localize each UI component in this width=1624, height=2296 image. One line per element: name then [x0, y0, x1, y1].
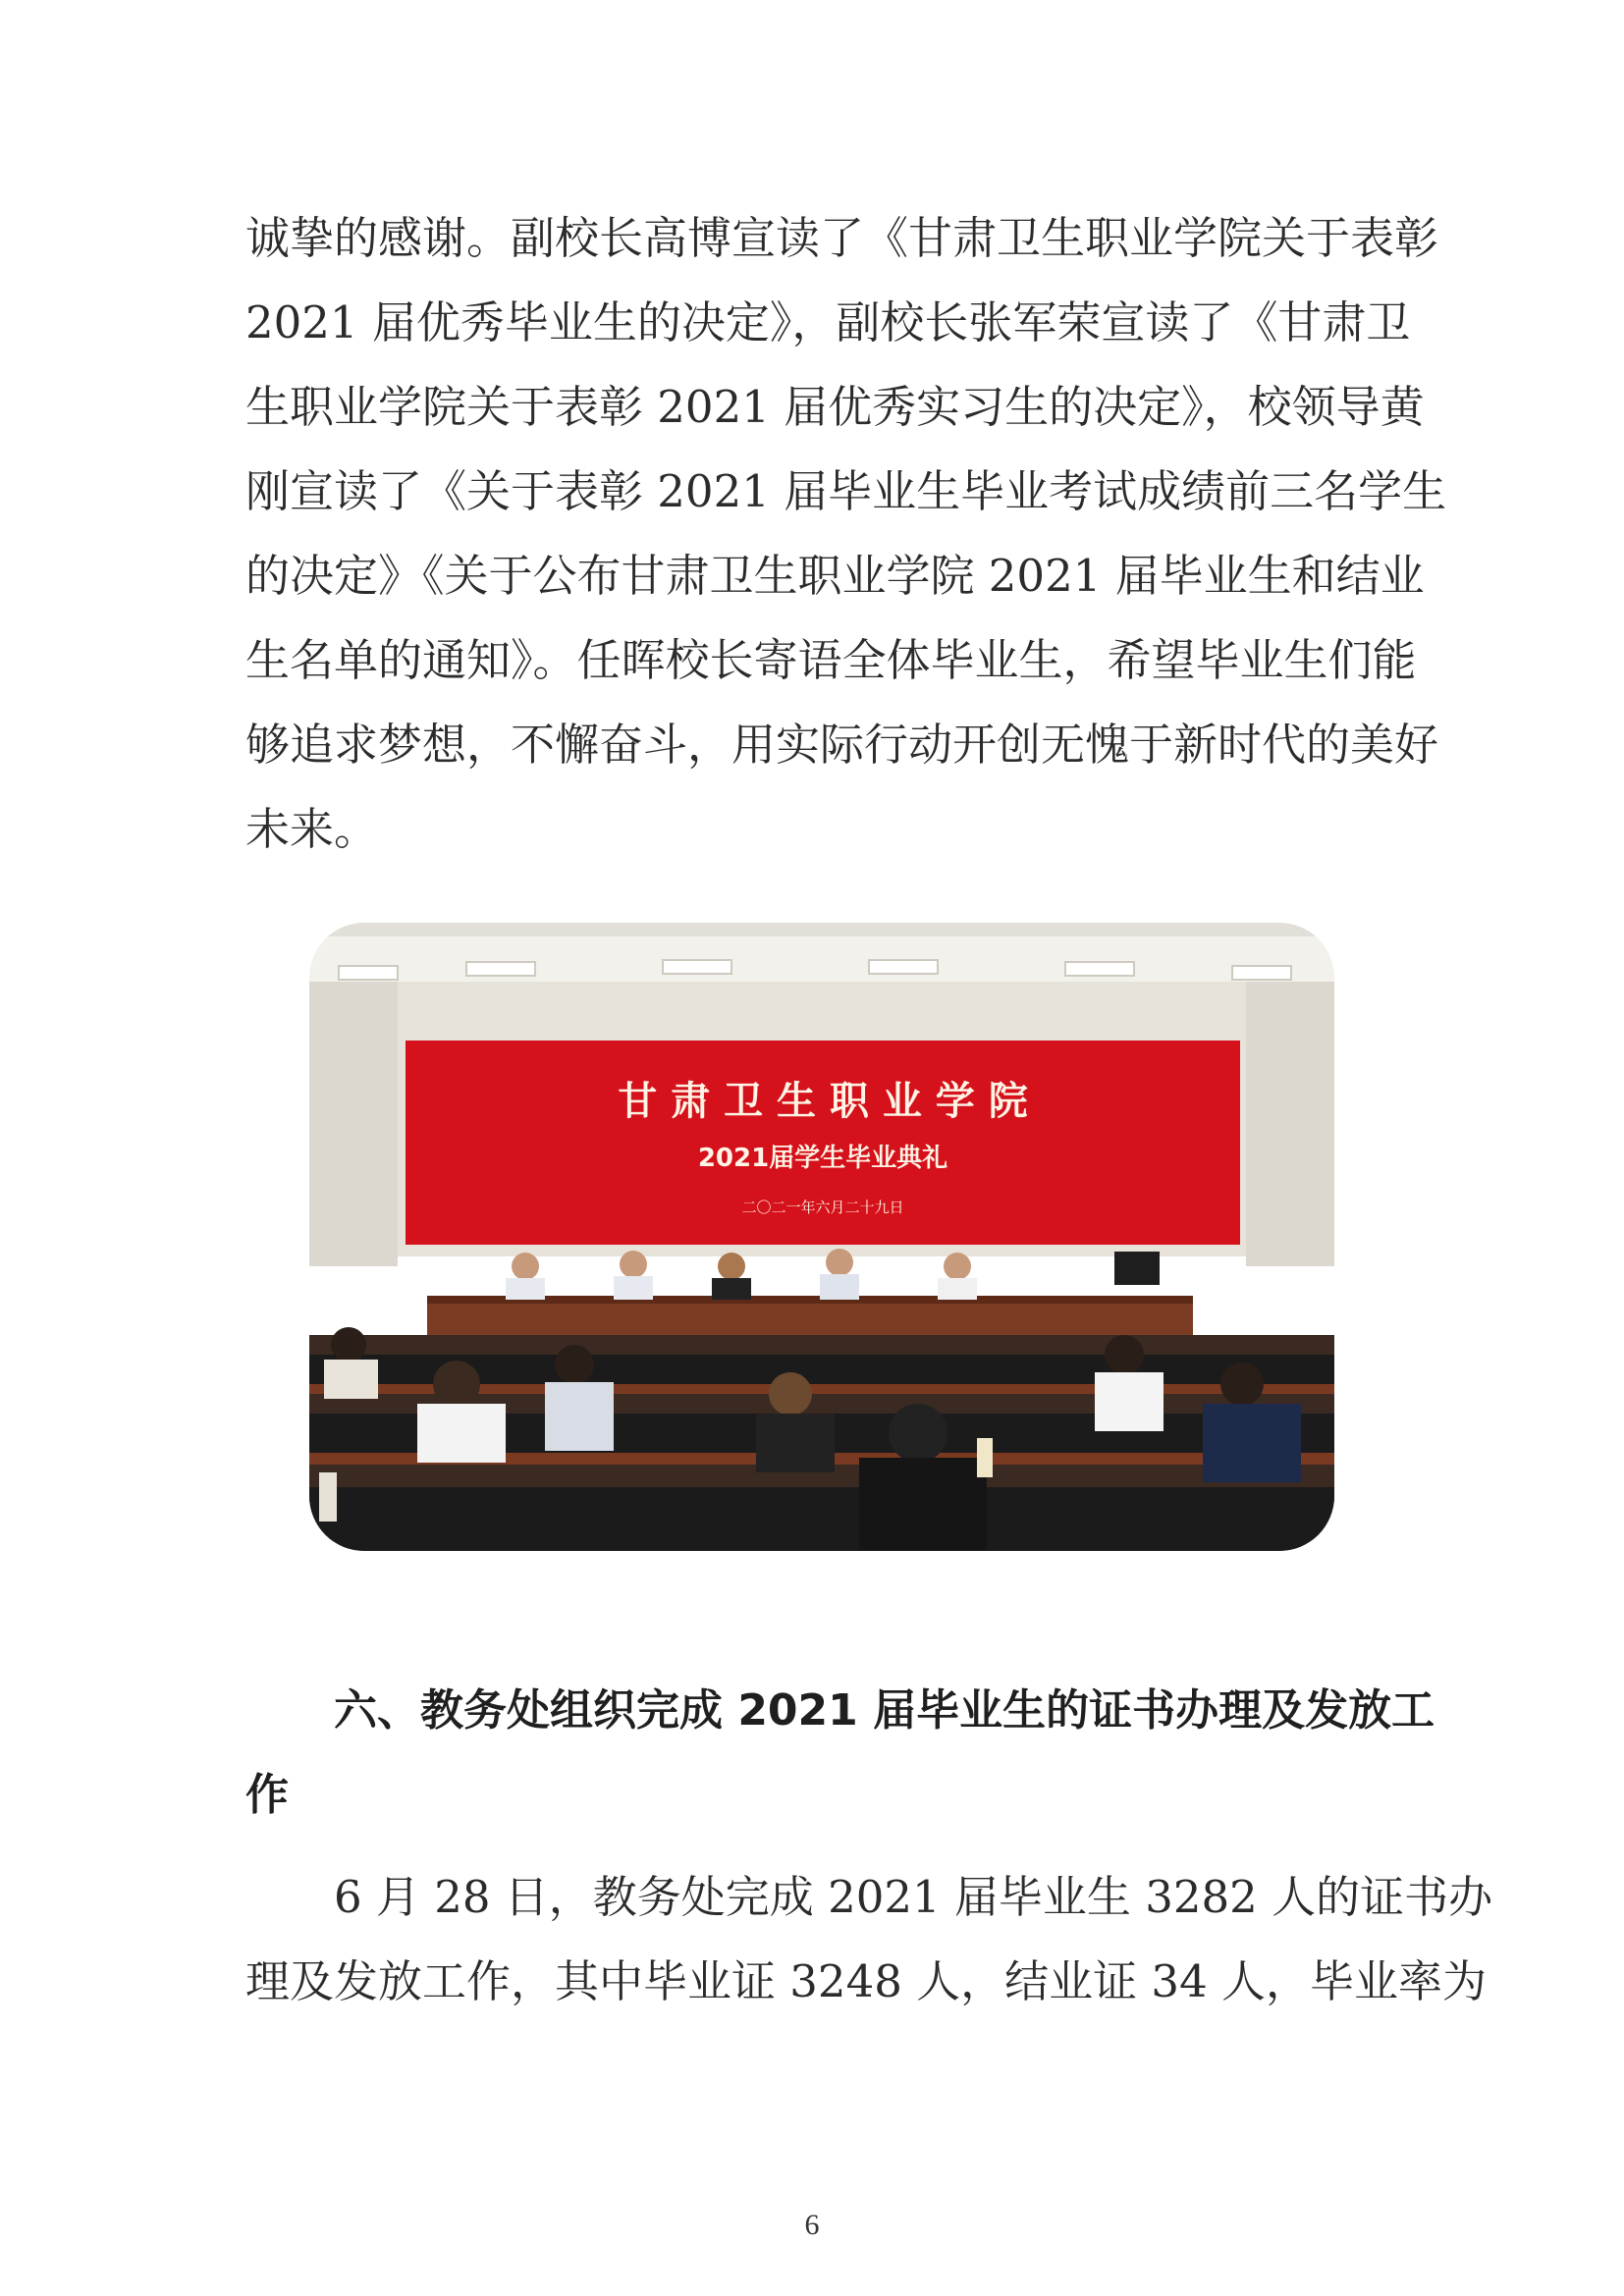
text-line: 6 月 28 日，教务处完成 2021 届毕业生 3282 人的证书办	[334, 1871, 1493, 1923]
ceremony-photo	[309, 923, 1334, 1551]
banner-subtitle: 2021届学生毕业典礼	[697, 1144, 948, 1173]
heading-line: 作	[245, 1770, 289, 1820]
banner-date: 二〇二一年六月二十九日	[741, 1199, 904, 1216]
text-line: 生职业学院关于表彰 2021 届优秀实习生的决定》，校领导黄	[245, 381, 1425, 433]
text-line: 够追求梦想，不懈奋斗，用实际行动开创无愧于新时代的美好	[245, 719, 1439, 771]
heading-line: 六、教务处组织完成 2021 届毕业生的证书办理及发放工	[334, 1685, 1435, 1735]
text-line: 刚宣读了《关于表彰 2021 届毕业生毕业考试成绩前三名学生	[245, 465, 1447, 517]
text-line: 理及发放工作，其中毕业证 3248 人，结业证 34 人，毕业率为	[245, 1955, 1488, 2007]
intro-paragraph	[245, 196, 1447, 872]
page-number: 6	[804, 2209, 820, 2241]
banner-title: 甘 肃 卫 生 职 业 学 院	[618, 1079, 1028, 1124]
stage-desk	[427, 1301, 1193, 1340]
text-line: 2021 届优秀毕业生的决定》，副校长张军荣宣读了《甘肃卫	[245, 296, 1411, 348]
section-heading	[245, 1669, 1435, 1838]
text-line: 的决定》《关于公布甘肃卫生职业学院 2021 届毕业生和结业	[245, 550, 1425, 602]
text-line: 诚挚的感谢。副校长高博宣读了《甘肃卫生职业学院关于表彰	[245, 212, 1439, 264]
certificate-paragraph	[245, 1855, 1493, 2024]
text-line: 生名单的通知》。任晖校长寄语全体毕业生，希望毕业生们能	[245, 634, 1417, 686]
text-line: 未来。	[245, 803, 379, 855]
